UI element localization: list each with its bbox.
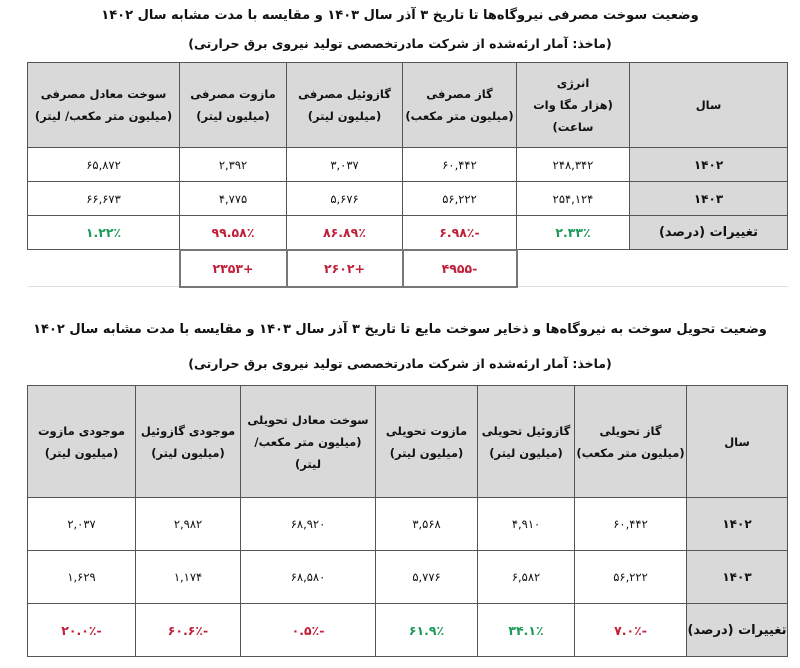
- change-cell: ۹۹.۵۸٪: [180, 216, 287, 250]
- table-row: [28, 498, 788, 551]
- header-energy: انرژی (هزار مگا وات ساعت): [517, 63, 630, 148]
- data-cell: ۶۸,۹۲۰: [241, 498, 376, 551]
- change-cell: -۰.۵٪: [241, 604, 376, 657]
- change-label: تغییرات (درصد): [630, 216, 788, 250]
- year-cell: ۱۴۰۳: [687, 551, 788, 604]
- change-cell: -۲۰.۰٪: [28, 604, 136, 657]
- change-cell: -۶.۹۸٪: [403, 216, 517, 250]
- data-cell: ۴,۹۱۰: [478, 498, 575, 551]
- table-row: [28, 182, 788, 216]
- change-cell: ۳۴.۱٪: [478, 604, 575, 657]
- header-equivalent-fuel: سوخت معادل مصرفی (میلیون متر مکعب/ لیتر): [28, 63, 180, 148]
- table-header-row: [28, 63, 788, 148]
- difference-row: [28, 250, 788, 287]
- change-cell: ۶۱.۹٪: [376, 604, 478, 657]
- table1-title: وضعیت سوخت مصرفی نیروگاه‌ها تا تاریخ ۳ آذر سال ۱۴۰۳ و مقایسه با مدت مشابه سال ۱۴۰۲: [101, 8, 699, 23]
- change-cell: -۷.۰٪: [575, 604, 687, 657]
- data-cell: ۳,۵۶۸: [376, 498, 478, 551]
- header-diesel-stock: موجودی گازوئیل (میلیون لیتر): [136, 386, 241, 498]
- change-label: تغییرات (درصد): [687, 604, 788, 657]
- header-mazut-stock: موجودی مازوت (میلیون لیتر): [28, 386, 136, 498]
- table-row: [28, 148, 788, 182]
- data-cell: ۲۵۴,۱۲۴: [517, 182, 630, 216]
- data-cell: ۵,۶۷۶: [287, 182, 403, 216]
- header-equivalent-delivered: سوخت معادل تحویلی (میلیون متر مکعب/ لیتر): [241, 386, 376, 498]
- data-cell: ۲,۰۳۷: [28, 498, 136, 551]
- table1-source: (ماخذ: آمار ارئه‌شده از شرکت مادرتخصصی تولید نیروی برق حرارتی): [188, 36, 612, 51]
- header-mazut-delivered: مازوت تحویلی (میلیون لیتر): [376, 386, 478, 498]
- table-header-row: [28, 386, 788, 498]
- change-cell: ۲.۳۳٪: [517, 216, 630, 250]
- data-cell: ۲,۳۹۲: [180, 148, 287, 182]
- change-row: [28, 604, 788, 657]
- header-diesel-delivered: گازوئیل تحویلی (میلیون لیتر): [478, 386, 575, 498]
- header-gas-delivered: گاز تحویلی (میلیون متر مکعب): [575, 386, 687, 498]
- fuel-delivery-table: [27, 385, 788, 657]
- table2-source: (ماخذ: آمار ارئه‌شده از شرکت مادرتخصصی تولید نیروی برق حرارتی): [188, 356, 612, 371]
- data-cell: ۶۵,۸۷۲: [28, 148, 180, 182]
- table-row: [28, 551, 788, 604]
- diff-cell: +۲۶۰۲: [287, 250, 403, 287]
- data-cell: ۶۰,۴۴۲: [575, 498, 687, 551]
- change-cell: ۸۶.۸۹٪: [287, 216, 403, 250]
- header-year: سال: [687, 386, 788, 498]
- year-cell: ۱۴۰۳: [630, 182, 788, 216]
- empty-cell: [517, 250, 788, 287]
- data-cell: ۶۰,۴۴۲: [403, 148, 517, 182]
- header-mazut: مازوت مصرفی (میلیون لیتر): [180, 63, 287, 148]
- data-cell: ۱,۶۲۹: [28, 551, 136, 604]
- change-cell: -۶۰.۶٪: [136, 604, 241, 657]
- fuel-consumption-table: [27, 62, 788, 288]
- header-diesel: گازوئیل مصرفی (میلیون لیتر): [287, 63, 403, 148]
- diff-cell: -۴۹۵۵: [403, 250, 517, 287]
- data-cell: ۶,۵۸۲: [478, 551, 575, 604]
- table2-title: وضعیت تحویل سوخت به نیروگاه‌ها و ذخایر سوخت مایع تا تاریخ ۳ آذر سال ۱۴۰۳ و مقایسه با مدت مشابه سال ۱۴۰۲: [33, 322, 767, 337]
- data-cell: ۶۶,۶۷۳: [28, 182, 180, 216]
- data-cell: ۲,۹۸۲: [136, 498, 241, 551]
- data-cell: ۵,۷۷۶: [376, 551, 478, 604]
- empty-cell: [28, 250, 180, 287]
- data-cell: ۶۸,۵۸۰: [241, 551, 376, 604]
- header-year: سال: [630, 63, 788, 148]
- data-cell: ۵۶,۲۲۲: [403, 182, 517, 216]
- header-gas: گاز مصرفی (میلیون متر مکعب): [403, 63, 517, 148]
- diff-cell: +۲۳۵۳: [180, 250, 287, 287]
- data-cell: ۳,۰۳۷: [287, 148, 403, 182]
- data-cell: ۵۶,۲۲۲: [575, 551, 687, 604]
- year-cell: ۱۴۰۲: [630, 148, 788, 182]
- data-cell: ۲۴۸,۳۴۲: [517, 148, 630, 182]
- year-cell: ۱۴۰۲: [687, 498, 788, 551]
- change-cell: ۱.۲۲٪: [28, 216, 180, 250]
- data-cell: ۱,۱۷۴: [136, 551, 241, 604]
- data-cell: ۴,۷۷۵: [180, 182, 287, 216]
- change-row: [28, 216, 788, 250]
